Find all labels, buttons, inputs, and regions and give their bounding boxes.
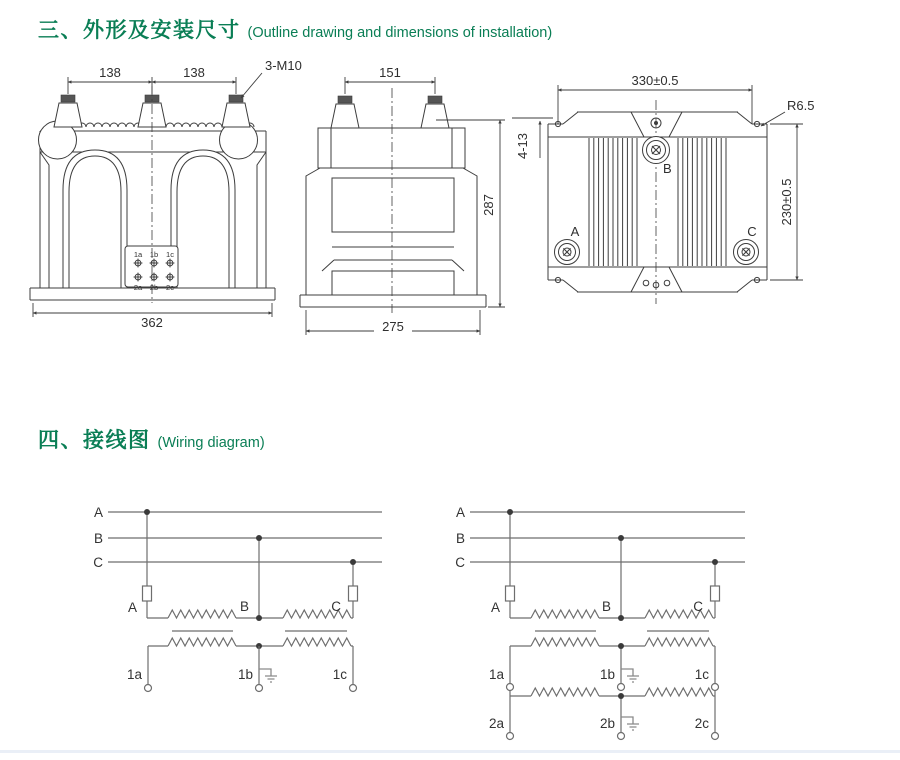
bus-label: A (93, 505, 103, 520)
svg-text:R6.5: R6.5 (787, 98, 815, 113)
terminal-c-label: C (747, 224, 757, 239)
holes-callout (512, 118, 553, 159)
phase-label: C (331, 599, 341, 614)
phase-label: C (693, 599, 703, 614)
thread-callout (241, 58, 302, 98)
wiring-diagram-single-secondary (93, 505, 382, 692)
terminal-label: 1b (149, 250, 159, 259)
dim-138-left (68, 65, 236, 94)
bus-label: B (93, 531, 103, 546)
secondary-winding-coil (645, 638, 713, 646)
secondary-terminal-label: 2b (599, 716, 615, 731)
terminal-a-label: A (570, 224, 580, 239)
terminal-label: 2b (149, 283, 159, 292)
secondary-winding-coil (168, 638, 236, 646)
bushing-post (421, 96, 449, 128)
fuse-symbol (349, 586, 358, 601)
terminal-label: 1a (133, 250, 143, 259)
svg-text:362: 362 (141, 315, 163, 330)
section-title-wiring-zh: 四、接线图 (38, 429, 151, 452)
base-plate (300, 295, 486, 307)
svg-text:138: 138 (99, 65, 121, 80)
phase-label: A (490, 600, 500, 615)
primary-winding-coil (168, 610, 236, 618)
terminal-b-screw-icon (643, 137, 670, 164)
ground-icon (621, 717, 639, 730)
bushing-post (222, 95, 250, 127)
secondary-winding-coil (531, 688, 599, 696)
bushing-post (331, 96, 359, 128)
terminal-a-screw-icon (555, 240, 580, 265)
terminal-circle (507, 733, 514, 740)
terminal-label: 2a (133, 283, 143, 292)
bottom-rule (0, 750, 900, 753)
secondary-terminal-label: 1b (237, 667, 253, 682)
secondary-winding-coil (283, 638, 351, 646)
dim-230 (770, 124, 803, 280)
section-title-outline-zh: 三、外形及安装尺寸 (38, 19, 241, 42)
top-view-drawing (512, 73, 814, 304)
ground-icon (621, 669, 639, 682)
bushing-post (54, 95, 82, 127)
wiring-diagram-dual-secondary (455, 505, 745, 740)
bus-label: A (455, 505, 465, 520)
svg-text:151: 151 (379, 65, 401, 80)
phase-label: B (601, 599, 611, 614)
terminal-circle (256, 685, 263, 692)
terminal-circle (145, 685, 152, 692)
phase-label: A (127, 600, 137, 615)
terminal-circle (618, 733, 625, 740)
svg-text:287: 287 (481, 194, 496, 216)
front-view-drawing (30, 58, 302, 330)
dim-151 (345, 65, 435, 94)
bus-label: C (455, 555, 465, 570)
dim-330 (558, 73, 752, 124)
terminal-b-label: B (663, 161, 672, 176)
secondary-winding-coil (645, 688, 713, 696)
svg-text:138: 138 (183, 65, 205, 80)
terminal-label: 2c (166, 283, 174, 292)
primary-winding-coil (531, 610, 599, 618)
svg-text:230±0.5: 230±0.5 (779, 178, 794, 226)
top-block (318, 128, 465, 168)
svg-text:275: 275 (382, 319, 404, 334)
dim-138-right (152, 65, 236, 82)
terminal-circle (350, 685, 357, 692)
svg-text:3-M10: 3-M10 (265, 58, 302, 73)
terminal-circle (712, 684, 719, 691)
terminal-circle (618, 684, 625, 691)
fuse-symbol (143, 586, 152, 601)
svg-text:330±0.5: 330±0.5 (631, 73, 679, 88)
bus-label: B (455, 531, 465, 546)
secondary-terminal-label: 2c (694, 716, 709, 731)
bus-label: C (93, 555, 103, 570)
terminal-circle (507, 684, 514, 691)
fuse-symbol (711, 586, 720, 601)
radius-callout (761, 98, 814, 126)
cooling-fins-left (589, 138, 637, 266)
ground-icon (259, 669, 277, 682)
section-title-wiring-en: (Wiring diagram) (157, 435, 265, 451)
secondary-winding-coil (531, 638, 599, 646)
terminal-circle (712, 733, 719, 740)
dim-275 (306, 310, 480, 335)
secondary-terminal-label: 1b (599, 667, 615, 682)
cooling-fins-right (678, 138, 726, 266)
secondary-terminal-label: 2a (488, 716, 504, 731)
section-title-outline-en: (Outline drawing and dimensions of installation) (247, 25, 553, 41)
secondary-terminal-label: 1a (488, 667, 504, 682)
terminal-label: 1c (166, 250, 174, 259)
terminal-c-screw-icon (734, 240, 759, 265)
svg-text:4-13: 4-13 (515, 132, 530, 160)
side-view-drawing (300, 65, 505, 335)
secondary-terminal-label: 1c (694, 667, 709, 682)
fuse-symbol (506, 586, 515, 601)
phase-label: B (239, 599, 249, 614)
dim-362 (33, 303, 272, 330)
secondary-terminal-label: 1a (126, 667, 142, 682)
secondary-terminal-label: 1c (332, 667, 347, 682)
